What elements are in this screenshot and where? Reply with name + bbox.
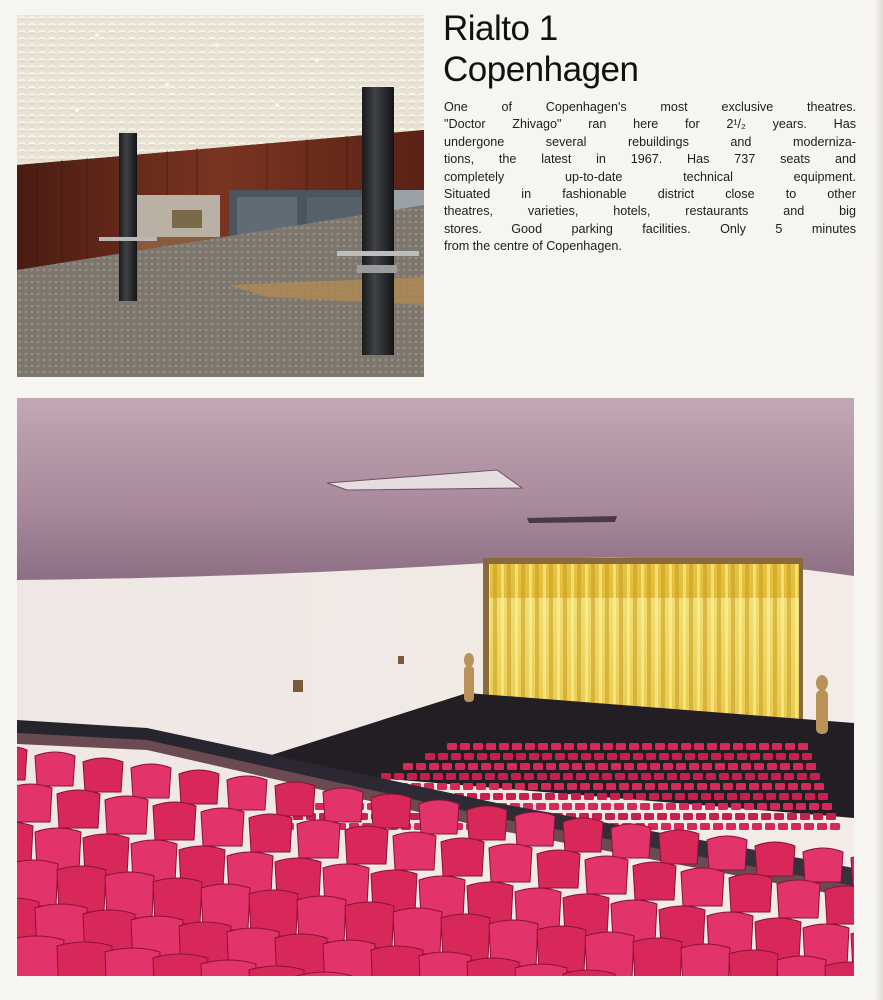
description-line: tions, the latest in 1967. Has 737 seats and xyxy=(444,152,856,167)
page-title xyxy=(443,8,863,90)
description-line: completely up-to-date technical equipment. xyxy=(444,169,856,184)
description-line: theatres, varieties, hotels, restaurants and big xyxy=(444,204,856,219)
description-line: Situated in fashionable district close to other xyxy=(444,187,856,202)
description-line: "Doctor Zhivago" ran here for 2¹/₂ years. Has xyxy=(444,117,856,132)
lobby-photo xyxy=(17,15,424,377)
description-line: from the centre of Copenhagen. xyxy=(444,239,622,254)
title-line-2: Copenhagen xyxy=(443,50,639,89)
description-paragraph xyxy=(444,99,856,256)
description-line: One of Copenhagen's most exclusive theatres. xyxy=(444,100,856,114)
title-line-1: Rialto 1 xyxy=(443,9,558,48)
description-line: stores. Good parking facilities. Only 5 minutes xyxy=(444,221,856,236)
page-edge xyxy=(875,0,883,1000)
auditorium-photo xyxy=(17,398,854,976)
description-line: undergone several rebuildings and moderniza- xyxy=(444,134,856,149)
